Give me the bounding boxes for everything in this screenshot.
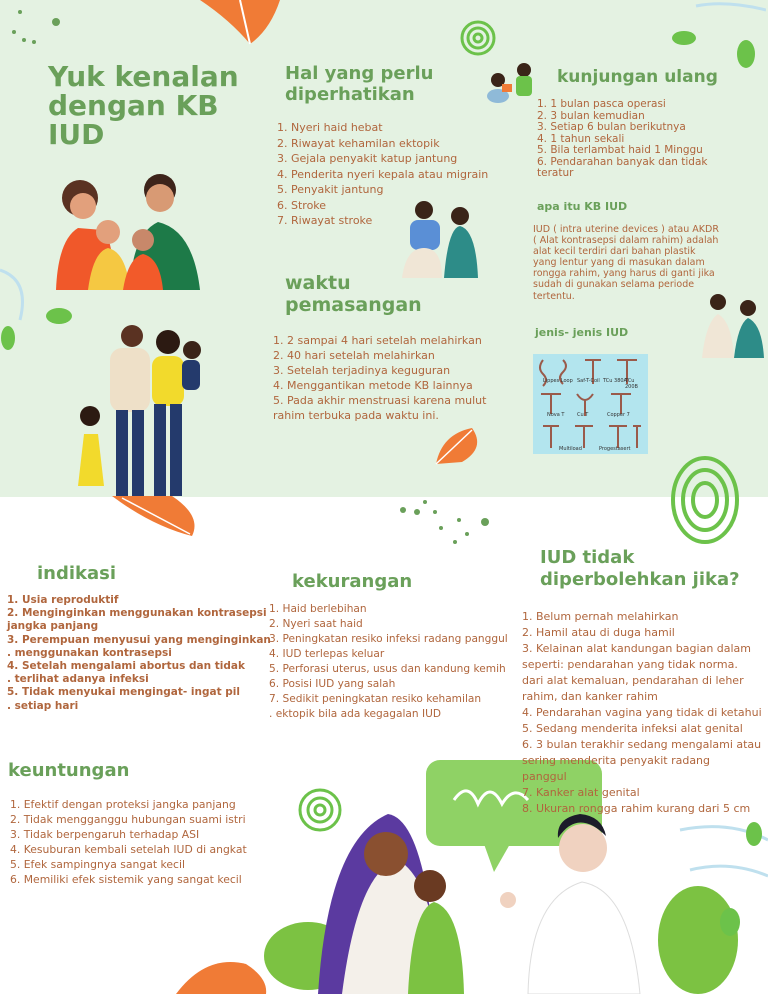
- apa-itu-text: IUD ( intra uterine devices ) atau AKDR ( Alat kontrasepsi dalam rahim) adalah alat kecil terdiri dari bahan plastik yang lentur yang di masukan dalam rongga rahim, yang harus di ganti jika sudah di gunakan selama periode tertentu.: [533, 224, 719, 302]
- list-item: 6. Posisi IUD yang salah: [269, 678, 396, 690]
- iud-label: TCu 380A: [603, 378, 627, 384]
- list-item: 5. Efek sampingnya sangat kecil: [10, 858, 185, 871]
- iud-label: TCu 200B: [625, 378, 638, 390]
- list-item: . terlihat adanya infeksi: [7, 673, 149, 686]
- list-item: 3. Gejala penyakit katup jantung: [277, 152, 458, 165]
- list-item: 7. Kanker alat genital: [522, 786, 640, 799]
- list-item: seperti: pendarahan yang tidak norma.: [522, 658, 738, 671]
- family-illustration: [48, 170, 213, 290]
- right-wind-leaves-icon: [670, 800, 768, 940]
- list-item: 2. Nyeri saat haid: [269, 618, 363, 630]
- green-swirl-icon: [668, 452, 742, 548]
- list-item: 2. Riwayat kehamilan ektopik: [277, 136, 440, 150]
- list-item: 4. Kesuburan kembali setelah IUD di angkat: [10, 843, 247, 856]
- orange-leaf-icon: [190, 0, 285, 48]
- list-item: 4. Menggantikan metode KB lainnya: [273, 379, 473, 392]
- list-item: 3. Setiap 6 bulan berikutnya: [537, 121, 686, 133]
- tidak-boleh-title: IUD tidak diperbolehkan jika?: [540, 547, 740, 590]
- iud-label: Saf-T-Coil: [577, 378, 600, 384]
- kekurangan-title: kekurangan: [292, 571, 413, 592]
- list-item: panggul: [522, 770, 567, 783]
- list-item: . ektopik bila ada kegagalan IUD: [269, 708, 441, 720]
- list-item: 4. Setelah mengalami abortus dan tidak: [7, 660, 245, 673]
- kunjungan-list: [537, 99, 708, 180]
- list-item: 2. 40 hari setelah melahirkan: [273, 349, 435, 362]
- iud-label: Nova T: [547, 412, 565, 418]
- iud-types-image: [533, 354, 648, 454]
- list-item: dari alat kemaluan, pendarahan di leher: [522, 674, 744, 687]
- orange-leaf-icon: [176, 954, 272, 994]
- main-title: Yuk kenalan dengan KB IUD: [48, 60, 239, 151]
- orange-leaf-icon: [112, 496, 202, 542]
- list-item: 6. 3 bulan terakhir sedang mengalami atau: [522, 738, 762, 751]
- green-swirl-icon: [460, 18, 496, 58]
- list-item: 4. 1 tahun sekali: [537, 132, 625, 145]
- list-item: 2. Tidak mengganggu hubungan suami istri: [10, 813, 246, 826]
- list-item: 6. Memiliki efek sistemik yang sangat kecil: [10, 873, 242, 886]
- list-item: 3. Setelah terjadinya keguguran: [273, 364, 451, 377]
- list-item: jangka panjang: [7, 620, 99, 633]
- list-item: 6. Pendarahan banyak dan tidak: [537, 155, 708, 168]
- iud-label: Copper 7: [607, 412, 630, 418]
- indikasi-list: [7, 594, 271, 713]
- list-item: 1. 1 bulan pasca operasi: [537, 98, 666, 110]
- green-dots-icon: [395, 498, 495, 548]
- list-item: sering menderita penyakit radang: [522, 754, 711, 767]
- list-item: 5. Penyakit jantung: [277, 183, 384, 196]
- list-item: 2. Menginginkan menggunakan kontrasepsi: [7, 607, 267, 620]
- keuntungan-list: [10, 797, 247, 887]
- iud-devices-icon: [533, 354, 648, 454]
- list-item: 1. Haid berlebihan: [269, 603, 367, 615]
- list-item: 3. Kelainan alat kandungan bagian dalam: [522, 642, 752, 655]
- corner-leaves-icon: [666, 0, 766, 70]
- kunjungan-title: kunjungan ulang: [557, 67, 718, 87]
- readers-illustration: [486, 62, 538, 104]
- standing-family-illustration: [70, 324, 220, 498]
- couple-illustration: [698, 292, 768, 358]
- hal-perlu-title: Hal yang perlu diperhatikan: [285, 63, 434, 105]
- list-item: 5. Sedang menderita infeksi alat genital: [522, 722, 743, 735]
- list-item: 1. Nyeri haid hebat: [277, 121, 383, 134]
- list-item: 2. 3 bulan kemudian: [537, 109, 645, 122]
- list-item: rahim, dan kanker rahim: [522, 690, 658, 703]
- list-item: 1. Efektif dengan proteksi jangka panjang: [10, 798, 236, 811]
- list-item: 3. Tidak berpengaruh terhadap ASI: [10, 828, 200, 841]
- list-item: 2. Hamil atau di duga hamil: [522, 626, 675, 639]
- list-item: 1. Belum pernah melahirkan: [522, 610, 679, 623]
- waktu-title: waktu pemasangan: [285, 272, 422, 316]
- list-item: 5. Pada akhir menstruasi karena mulut: [273, 394, 487, 407]
- apa-itu-title: apa itu KB IUD: [537, 200, 628, 213]
- orange-leaf-icon: [432, 424, 488, 470]
- iud-label: Progestasert: [599, 446, 631, 452]
- green-swirl-icon: [296, 784, 344, 836]
- list-item: 5. Bila terlambat haid 1 Minggu: [537, 144, 703, 156]
- green-dots-icon: [4, 6, 64, 46]
- list-item: 3. Peningkatan resiko infeksi radang panggul: [269, 633, 508, 645]
- tidak-boleh-list: [522, 609, 762, 817]
- jenis-title: jenis- jenis IUD: [535, 326, 629, 339]
- left-wind-leaves-icon: [0, 210, 50, 350]
- list-item: rahim terbuka pada waktu ini.: [273, 409, 439, 422]
- list-item: 1. 2 sampai 4 hari setelah melahirkan: [273, 334, 482, 347]
- iud-label: Cu T: [577, 412, 589, 418]
- list-item: 3. Perempuan menyusui yang menginginkan: [7, 633, 271, 646]
- list-item: teratur: [537, 167, 574, 179]
- list-item: 5. Tidak menyukai mengingat- ingat pil: [7, 686, 240, 699]
- iud-label: Lippes Loop: [543, 378, 573, 384]
- list-item: 4. Penderita nyeri kepala atau migrain: [277, 167, 489, 181]
- indikasi-title: indikasi: [37, 563, 117, 584]
- waktu-list: [273, 333, 486, 423]
- kekurangan-list: [269, 602, 508, 722]
- list-item: 4. IUD terlepas keluar: [269, 648, 385, 660]
- list-item: 1. Usia reproduktif: [7, 594, 119, 606]
- couple-illustration: [398, 198, 484, 278]
- list-item: 5. Perforasi uterus, usus dan kandung kemih: [269, 663, 506, 675]
- list-item: 7. Riwayat stroke: [277, 214, 373, 227]
- iud-label: Multiload: [559, 446, 582, 452]
- list-item: 8. Ukuran rongga rahim kurang dari 5 cm: [522, 802, 751, 815]
- list-item: 7. Sedikit peningkatan resiko kehamilan: [269, 693, 482, 705]
- keuntungan-title: keuntungan: [8, 760, 130, 781]
- list-item: 6. Stroke: [277, 198, 327, 212]
- list-item: . setiap hari: [7, 699, 79, 712]
- list-item: . menggunakan kontrasepsi: [7, 646, 172, 659]
- small-leaf-icon: [44, 304, 74, 328]
- list-item: 4. Pendarahan vagina yang tidak di ketahui: [522, 706, 762, 719]
